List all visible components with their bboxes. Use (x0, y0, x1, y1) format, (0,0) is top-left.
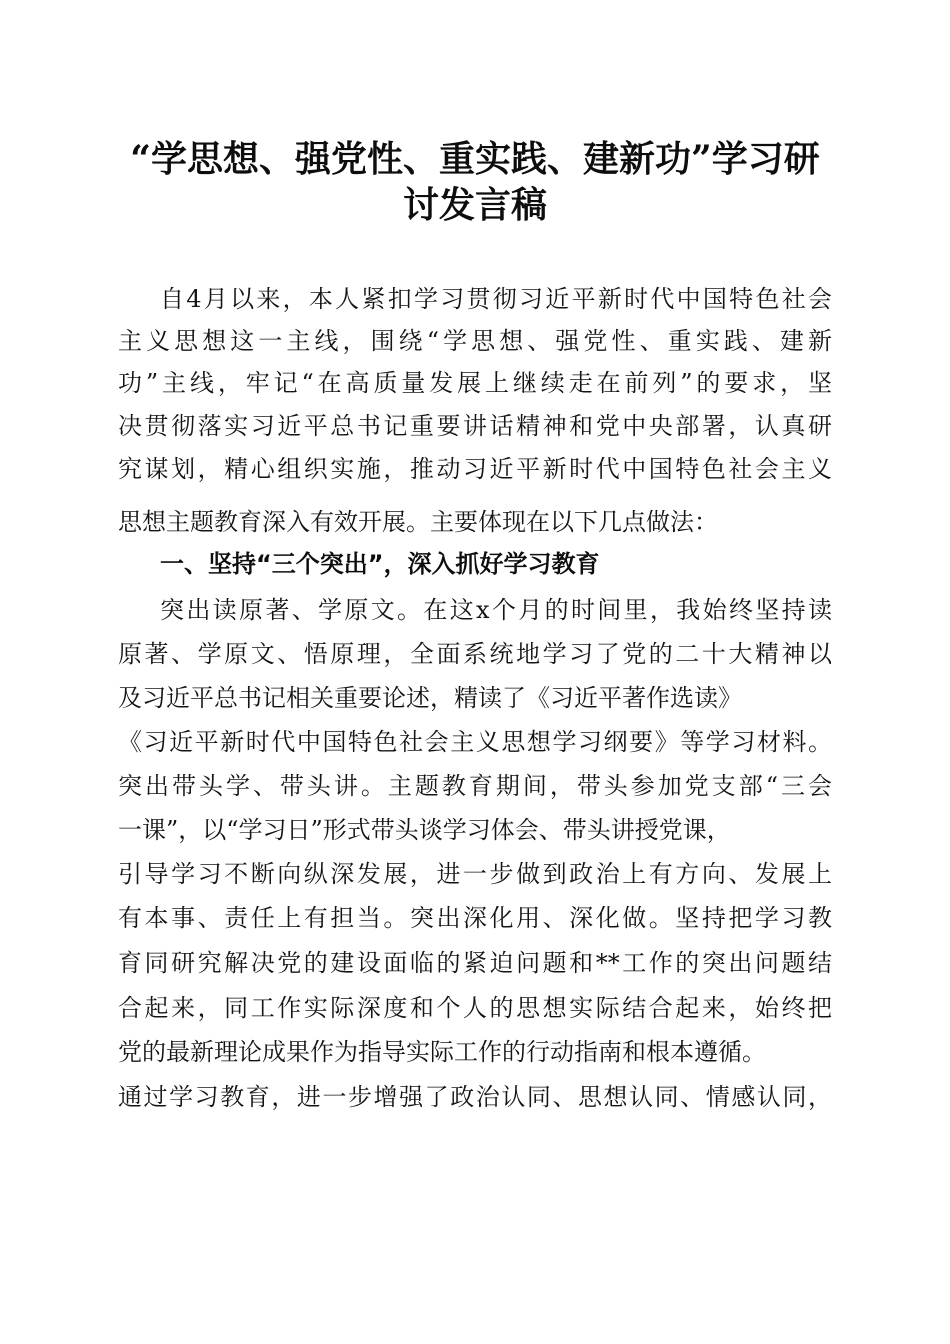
body-paragraph-line: 合起来，同工作实际深度和个人的思想实际结合起来，始终把 (118, 994, 832, 1022)
body-paragraph-line: 有本事、责任上有担当。突出深化用、深化做。坚持把学习教 (118, 904, 832, 932)
intro-paragraph-line: 功”主线，牢记“在高质量发展上继续走在前列”的要求，坚 (118, 369, 832, 397)
document-title-line-1: “学思想、强党性、重实践、建新功”学习研 (130, 138, 820, 180)
body-paragraph-line: 引导学习不断向纵深发展，进一步做到政治上有方向、发展上 (118, 860, 832, 888)
intro-paragraph-line: 自4月以来，本人紧扣学习贯彻习近平新时代中国特色社会 (160, 285, 832, 313)
body-paragraph-line: 原著、学原文、悟原理，全面系统地学习了党的二十大精神以 (118, 640, 832, 668)
intro-paragraph-line: 究谋划，精心组织实施，推动习近平新时代中国特色社会主义 (118, 455, 832, 483)
body-paragraph-line: 《习近平新时代中国特色社会主义思想学习纲要》等学习材料。 (118, 728, 832, 756)
intro-paragraph-line: 主义思想这一主线，围绕“学思想、强党性、重实践、建新 (118, 327, 832, 355)
body-paragraph-line: 通过学习教育，进一步增强了政治认同、思想认同、情感认同， (118, 1083, 832, 1111)
body-paragraph-line: 及习近平总书记相关重要论述，精读了《习近平著作选读》 (118, 684, 742, 712)
body-paragraph-line: 育同研究解决党的建设面临的紧迫问题和**工作的突出问题结 (118, 949, 832, 977)
body-paragraph-line: 突出读原著、学原文。在这x个月的时间里，我始终坚持读 (160, 596, 832, 624)
intro-paragraph-line: 决贯彻落实习近平总书记重要讲话精神和党中央部署，认真研 (118, 412, 832, 440)
section-heading: 一、坚持“三个突出”，深入抓好学习教育 (160, 550, 600, 578)
intro-paragraph-line: 思想主题教育深入有效开展。主要体现在以下几点做法： (118, 508, 718, 536)
body-paragraph-line: 一课”，以“学习日”形式带头谈学习体会、带头讲授党课， (118, 816, 731, 844)
body-paragraph-line: 党的最新理论成果作为指导实际工作的行动指南和根本遵循。 (118, 1038, 766, 1066)
document-title-line-2: 讨发言稿 (402, 184, 547, 226)
body-paragraph-line: 突出带头学、带头讲。主题教育期间，带头参加党支部“三会 (118, 772, 832, 800)
